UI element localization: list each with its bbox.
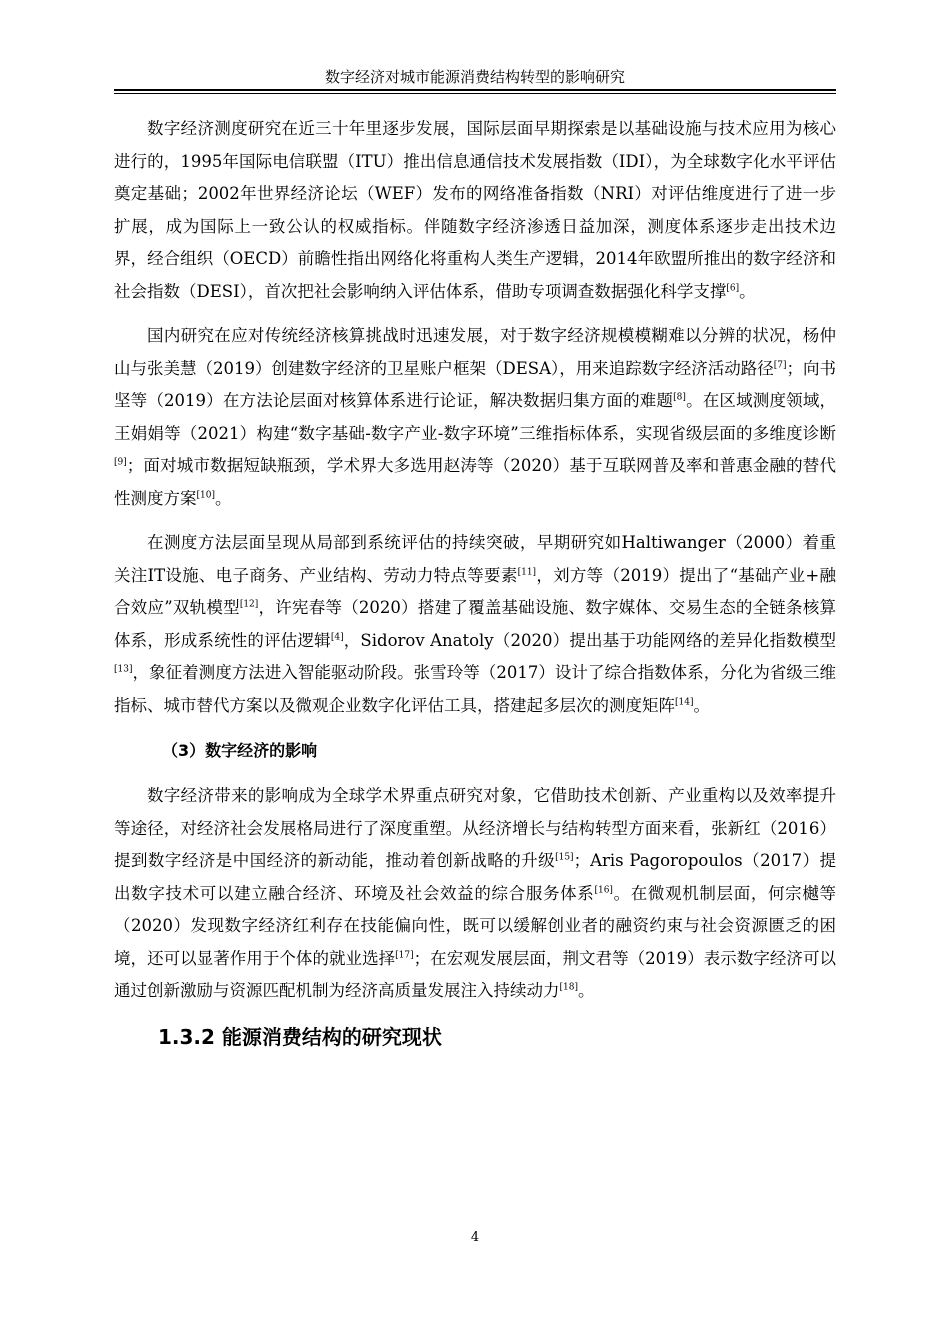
paragraph-text: ；面对城市数据短缺瓶颈，学术界大多选用赵涛等（2020）基于互联网普及率和普惠金融的替代性测度方案 xyxy=(114,456,836,508)
citation-ref[interactable]: [18] xyxy=(559,982,578,993)
citation-ref[interactable]: [16] xyxy=(594,885,613,895)
citation-ref[interactable]: [13] xyxy=(114,664,133,675)
citation-ref[interactable]: [11] xyxy=(517,567,537,577)
paragraph-text: 数字经济带来的影响成为全球学术界重点研究对象，它借助技术创新、产业重构以及效率提升等途径，对经济社会发展格局进行了深度重塑。从经济增长与结构转型方面来看，张新红（2016）提到数字经济是中国经济的新动能，推动着创新战略的升级 xyxy=(114,786,836,870)
citation-ref[interactable]: [4] xyxy=(330,632,344,642)
section-heading: 1.3.2 能源消费结构的研究现状 xyxy=(158,1024,442,1049)
paragraph-measurement-international xyxy=(114,113,836,308)
paragraph-text: 数字经济测度研究在近三十年里逐步发展，国际层面早期探索是以基础设施与技术应用为核心进行的，1995年国际电信联盟（ITU）推出信息通信技术发展指数（IDI），为全球数字化水平评估奠定基础；2002年世界经济论坛（WEF）发布的网络准备指数（NRI）对评估维度进行了进一步扩展，成为国际上一致公认的权威指标。伴随数字经济渗透日益加深，测度体系逐步走出技术边界，经合组织（OECD）前瞻性指出网络化将重构人类生产逻辑，2014年欧盟所推出的数字经济和社会指数（DESI），首次把社会影响纳入评估体系，借助专项调查数据强化科学支撑 xyxy=(114,119,836,301)
paragraph-text: 。 xyxy=(577,981,595,1000)
citation-ref[interactable]: [14] xyxy=(675,697,694,707)
paragraph-text: ，许宪春等（2020）搭建了覆盖基础设施、数字媒体、交易生态的全链条核算体系，形成系统性的评估逻辑 xyxy=(114,598,836,650)
header-rule-thick xyxy=(114,89,836,91)
citation-ref[interactable]: [6] xyxy=(726,283,740,293)
running-header: 数字经济对城市能源消费结构转型的影响研究 xyxy=(324,68,625,86)
paragraph-digital-economy-impact xyxy=(114,780,836,1008)
paragraph-text: ，象征着测度方法进入智能驱动阶段。张雪玲等（2017）设计了综合指数体系，分化为省级三维指标、城市替代方案以及微观企业数字化评估工具，搭建起多层次的测度矩阵 xyxy=(114,663,836,715)
citation-ref[interactable]: [9] xyxy=(114,457,127,468)
body-content xyxy=(114,113,836,1052)
paragraph-text: ；在宏观发展层面，荆文君等（2019）表示数字经济可以通过创新激励与资源匹配机制为经济高质量发展注入持续动力 xyxy=(114,948,837,1000)
paragraph-text: 。 xyxy=(739,281,756,301)
paragraph-text: 。 xyxy=(693,695,710,715)
paragraph-text: ；Aris Pagoropoulos（2017）提出数字技术可以建立融合经济、环境及社会效益的综合服务体系 xyxy=(114,851,837,903)
citation-ref[interactable]: [15] xyxy=(555,852,574,863)
paragraph-measurement-methods xyxy=(114,527,836,722)
paragraph-text: 。在区域测度领域，王娟娟等（2021）构建“数字基础-数字产业-数字环境”三维指标体系，实现省级层面的多维度诊断 xyxy=(114,391,836,443)
page-number: 4 xyxy=(470,1230,480,1245)
paragraph-text: ；向书坚等（2019）在方法论层面对核算体系进行论证，解决数据归集方面的难题 xyxy=(114,358,837,410)
paragraph-measurement-domestic xyxy=(114,320,836,515)
subheading-digital-economy-impact: （3）数字经济的影响 xyxy=(162,741,318,760)
paragraph-text: ，Sidorov Anatoly（2020）提出基于功能网络的差异化指数模型 xyxy=(343,630,837,650)
paragraph-text: 。 xyxy=(214,488,232,508)
paragraph-text: ，刘方等（2019）提出了“基础产业+融合效应”双轨模型 xyxy=(114,565,836,617)
paragraph-text: 。在微观机制层面，何宗樾等（2020）发现数字经济红利存在技能偏向性，既可以缓解创业者的融资约束与社会资源匮乏的困境，还可以显著作用于个体的就业选择 xyxy=(114,883,837,968)
paragraph-text: 在测度方法层面呈现从局部到系统评估的持续突破，早期研究如Haltiwanger（2000）着重关注IT设施、电子商务、产业结构、劳动力特点等要素 xyxy=(114,533,836,585)
header-rule-thin xyxy=(114,93,836,94)
citation-ref[interactable]: [10] xyxy=(196,490,215,500)
citation-ref[interactable]: [8] xyxy=(673,392,686,403)
citation-ref[interactable]: [17] xyxy=(395,950,414,960)
paragraph-text: 国内研究在应对传统经济核算挑战时迅速发展，对于数字经济规模模糊难以分辨的状况，杨仲山与张美慧（2019）创建数字经济的卫星账户框架（DESA），用来追踪数字经济活动路径 xyxy=(114,326,836,378)
citation-ref[interactable]: [7] xyxy=(773,360,787,370)
citation-ref[interactable]: [12] xyxy=(239,599,259,610)
